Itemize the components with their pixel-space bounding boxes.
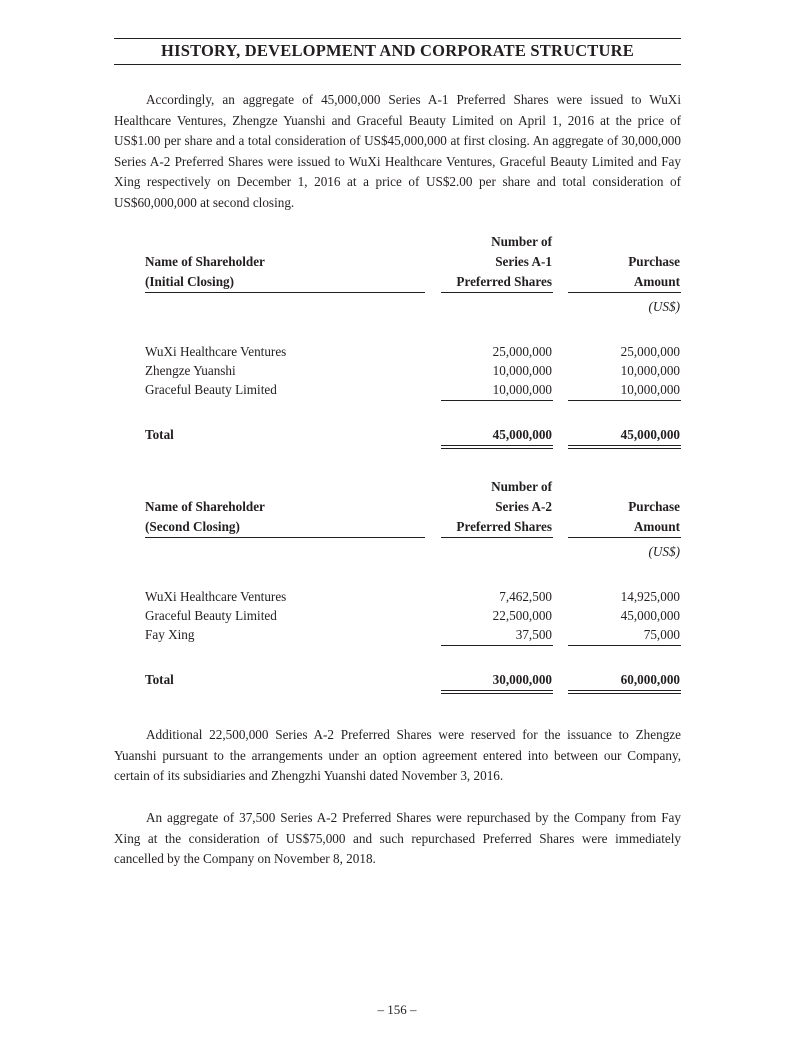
t1-col3-header-line1: Purchase: [628, 254, 680, 269]
t1-row2-name: Zhengze Yuanshi: [145, 363, 236, 378]
t1-col3-total-double-rule: [568, 445, 681, 449]
t2-row2-shares: 22,500,000: [492, 608, 552, 623]
page-title: HISTORY, DEVELOPMENT AND CORPORATE STRUCTURE: [161, 41, 634, 60]
t1-row3-amount: 10,000,000: [620, 382, 680, 397]
t1-row2-amount: 10,000,000: [620, 363, 680, 378]
t2-unit-label: (US$): [648, 544, 680, 559]
t2-col1-header-line1: Name of Shareholder: [145, 499, 265, 514]
t2-total-label: Total: [145, 672, 174, 687]
t1-total-label: Total: [145, 427, 174, 442]
t2-col2-header-line3: Preferred Shares: [456, 519, 552, 534]
t2-col3-header-line1: Purchase: [628, 499, 680, 514]
t2-row1-shares: 7,462,500: [499, 589, 552, 604]
paragraph-repurchased-shares: An aggregate of 37,500 Series A-2 Preferred Shares were repurchased by the Company from Fay Xing at the consideration of US$75,000 and such repurchased Preferred Shares were immediately cancelled by the Company on November 8, 2018.: [114, 810, 681, 866]
t1-unit-label: (US$): [648, 299, 680, 314]
t1-col2-subtotal-rule: [441, 400, 553, 401]
t1-col3-subtotal-rule: [568, 400, 681, 401]
t1-row3-shares: 10,000,000: [492, 382, 552, 397]
header-bottom-rule: [114, 64, 681, 65]
t1-col2-header-line3: Preferred Shares: [456, 274, 552, 289]
header-top-rule: [114, 38, 681, 39]
t2-col2-header-rule: [441, 537, 553, 538]
t2-total-shares: 30,000,000: [492, 672, 552, 687]
t1-col2-header-line1: Number of: [491, 234, 552, 249]
t2-col2-total-double-rule: [441, 690, 553, 694]
t2-col1-header-rule: [145, 537, 425, 538]
t2-col3-total-double-rule: [568, 690, 681, 694]
t1-row2-shares: 10,000,000: [492, 363, 552, 378]
t1-col3-header-rule: [568, 292, 681, 293]
t2-col3-header-rule: [568, 537, 681, 538]
t1-col1-header-rule: [145, 292, 425, 293]
t2-row3-amount: 75,000: [643, 627, 680, 642]
t1-col2-header-rule: [441, 292, 553, 293]
t2-row3-name: Fay Xing: [145, 627, 195, 642]
paragraph-reserved-shares: Additional 22,500,000 Series A-2 Preferred Shares were reserved for the issuance to Zhengze Yuanshi pursuant to the arrangements under an option agreement entered into between our Company, certain of its subsidiaries and Zhengzhi Yuanshi dated November 3, 2016.: [114, 727, 681, 783]
page-number: – 156 –: [377, 1002, 417, 1017]
t1-col1-header-line1: Name of Shareholder: [145, 254, 265, 269]
t1-total-shares: 45,000,000: [492, 427, 552, 442]
t2-row1-amount: 14,925,000: [620, 589, 680, 604]
t2-col3-header-line2: Amount: [633, 519, 680, 534]
t2-row2-name: Graceful Beauty Limited: [145, 608, 277, 623]
paragraph-series-a-issuance: Accordingly, an aggregate of 45,000,000 Series A-1 Preferred Shares were issued to WuXi Healthcare Ventures, Zhengze Yuanshi and Graceful Beauty Limited on April 1, 2016 at the price of US$1.00 per share and a total consideration of US$45,000,000 at first closing. An aggregate of 30,000,000 Series A-2 Preferred Shares were issued to WuXi Healthcare Ventures, Graceful Beauty Limited and Fay Xing respectively on December 1, 2016 at a price of US$2.00 per share and total consideration of US$60,000,000 at second closing.: [114, 92, 681, 210]
t2-col2-header-line2: Series A-2: [495, 499, 552, 514]
t1-total-amount: 45,000,000: [620, 427, 680, 442]
t2-row2-amount: 45,000,000: [620, 608, 680, 623]
t1-col2-header-line2: Series A-1: [495, 254, 552, 269]
t1-col2-total-double-rule: [441, 445, 553, 449]
t1-col1-header-line2: (Initial Closing): [145, 274, 235, 289]
t2-col2-header-line1: Number of: [491, 479, 552, 494]
t2-col3-subtotal-rule: [568, 645, 681, 646]
t1-row1-shares: 25,000,000: [492, 344, 552, 359]
t1-row1-amount: 25,000,000: [620, 344, 680, 359]
t1-row3-name: Graceful Beauty Limited: [145, 382, 277, 397]
t2-col2-subtotal-rule: [441, 645, 553, 646]
t2-row1-name: WuXi Healthcare Ventures: [145, 589, 287, 604]
t2-total-amount: 60,000,000: [620, 672, 680, 687]
t2-col1-header-line2: (Second Closing): [145, 519, 240, 534]
t2-row3-shares: 37,500: [515, 627, 552, 642]
t1-col3-header-line2: Amount: [633, 274, 680, 289]
t1-row1-name: WuXi Healthcare Ventures: [145, 344, 287, 359]
